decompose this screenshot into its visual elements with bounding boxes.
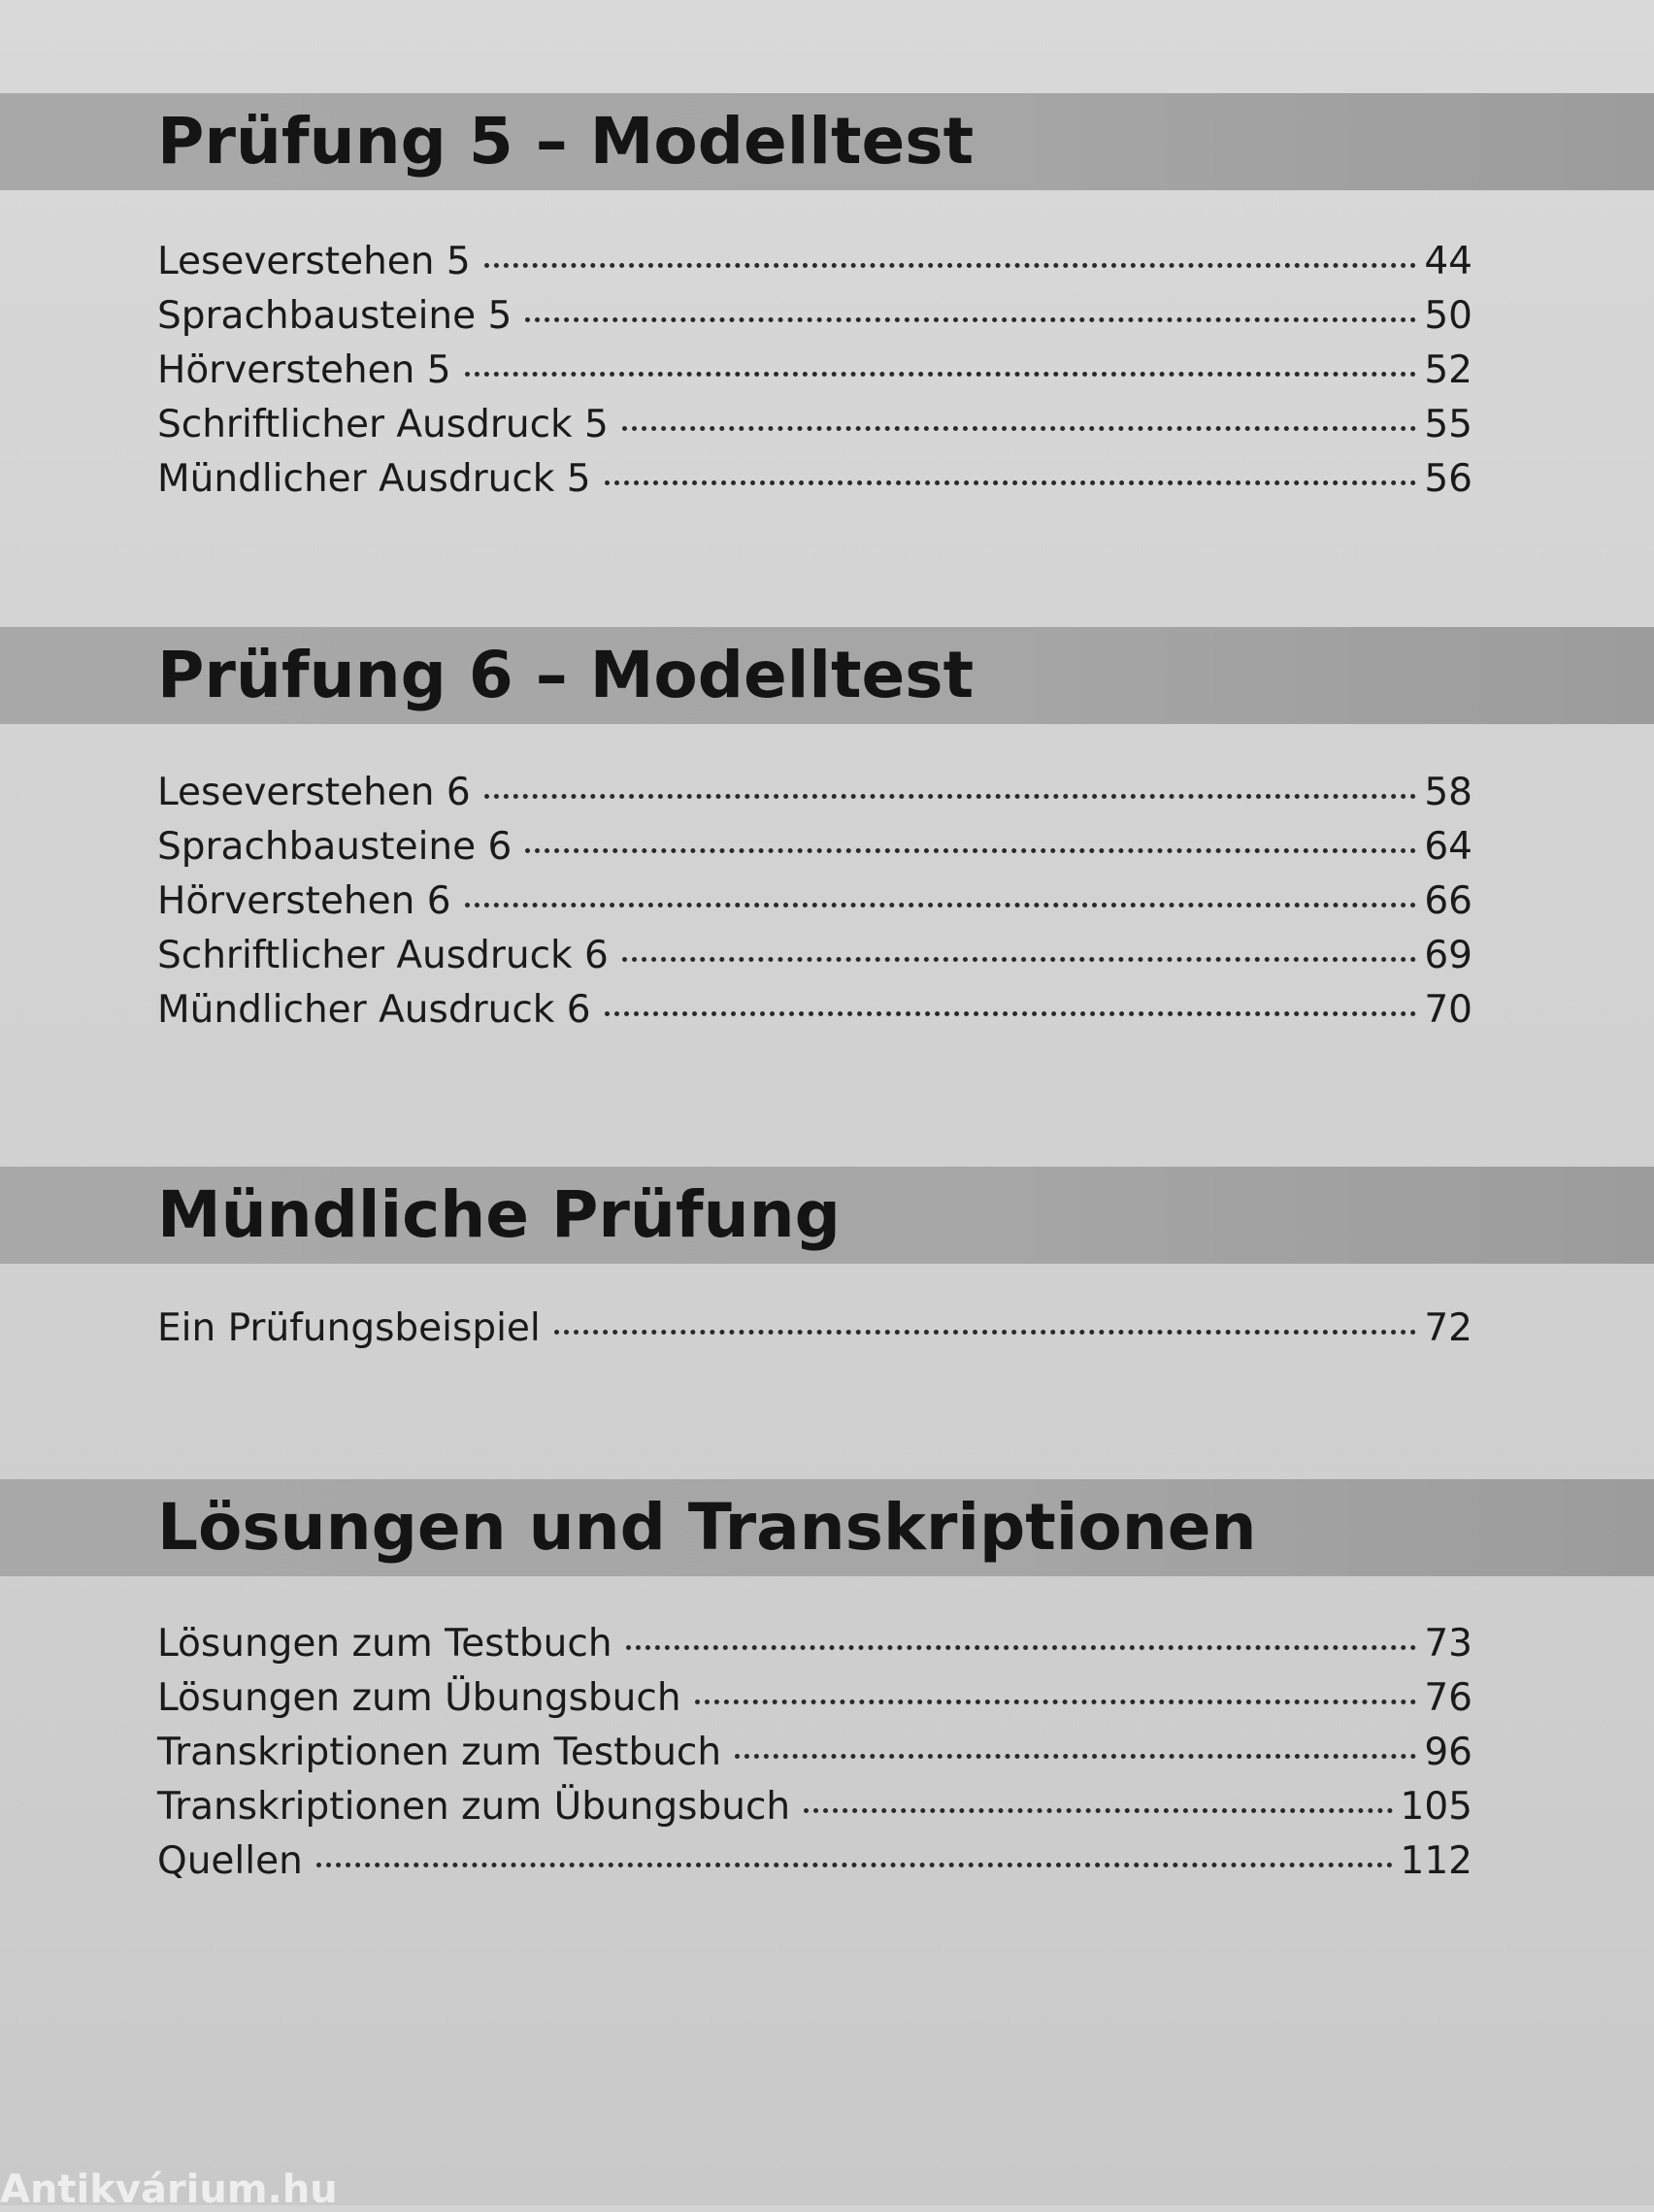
toc-entry	[157, 1671, 1472, 1726]
toc-entry-page: 56	[1424, 457, 1472, 501]
toc-entry-title: Leseverstehen 5	[157, 240, 471, 283]
toc-entry	[157, 344, 1472, 398]
toc-entry-page: 72	[1424, 1306, 1472, 1350]
dot-leader	[465, 903, 1417, 908]
toc-entry-title: Lösungen zum Testbuch	[157, 1622, 612, 1666]
dot-leader	[605, 480, 1417, 485]
toc-entry	[157, 766, 1472, 820]
dot-leader	[804, 1808, 1392, 1813]
toc-entry-title: Hörverstehen 6	[157, 879, 451, 923]
toc-entry	[157, 1834, 1472, 1889]
toc-list	[157, 235, 1472, 507]
dot-leader	[525, 848, 1416, 853]
section-heading: Lösungen und Transkriptionen	[157, 1490, 1257, 1565]
toc-entry	[157, 398, 1472, 452]
toc-entry	[157, 1780, 1472, 1834]
toc-entry-page: 73	[1424, 1622, 1472, 1666]
dot-leader	[735, 1754, 1416, 1759]
dot-leader	[695, 1700, 1417, 1704]
toc-entry	[157, 983, 1472, 1038]
dot-leader	[554, 1330, 1417, 1335]
toc-list	[157, 766, 1472, 1038]
toc-entry-title: Mündlicher Ausdruck 6	[157, 988, 591, 1032]
toc-entry-page: 69	[1424, 934, 1472, 977]
toc-entry-title: Sprachbausteine 5	[157, 294, 513, 338]
toc-entry-page: 50	[1424, 294, 1472, 338]
toc-entry-page: 58	[1424, 771, 1472, 814]
toc-entry-page: 64	[1424, 825, 1472, 869]
toc-entry	[157, 235, 1472, 289]
dot-leader	[465, 372, 1417, 377]
dot-leader	[622, 426, 1417, 431]
toc-entry-title: Schriftlicher Ausdruck 5	[157, 403, 609, 446]
toc-entry	[157, 1617, 1472, 1671]
toc-entry-title: Transkriptionen zum Übungsbuch	[157, 1785, 791, 1829]
section-heading: Prüfung 5 – Modelltest	[157, 104, 975, 179]
section-heading: Prüfung 6 – Modelltest	[157, 638, 975, 712]
section-heading: Mündliche Prüfung	[157, 1177, 841, 1252]
dot-leader	[484, 263, 1417, 268]
dot-leader	[626, 1645, 1417, 1650]
toc-entry	[157, 1726, 1472, 1780]
toc-entry	[157, 289, 1472, 344]
toc-entry-page: 66	[1424, 879, 1472, 923]
toc-entry	[157, 452, 1472, 507]
toc-entry-page: 52	[1424, 348, 1472, 392]
dot-leader	[622, 957, 1417, 962]
toc-entry-page: 105	[1400, 1785, 1472, 1829]
toc-list	[157, 1617, 1472, 1889]
toc-entry	[157, 875, 1472, 929]
toc-entry-title: Quellen	[157, 1839, 303, 1883]
toc-entry-title: Sprachbausteine 6	[157, 825, 513, 869]
toc-entry-page: 96	[1424, 1731, 1472, 1774]
dot-leader	[484, 794, 1417, 799]
toc-entry-title: Transkriptionen zum Testbuch	[157, 1731, 722, 1774]
dot-leader	[525, 317, 1416, 322]
toc-entry-page: 44	[1424, 240, 1472, 283]
toc-entry-page: 55	[1424, 403, 1472, 446]
toc-entry-title: Schriftlicher Ausdruck 6	[157, 934, 609, 977]
toc-list	[157, 1302, 1472, 1356]
toc-entry-title: Leseverstehen 6	[157, 771, 471, 814]
dot-leader	[605, 1011, 1417, 1016]
toc-entry	[157, 1302, 1472, 1356]
toc-entry-title: Mündlicher Ausdruck 5	[157, 457, 591, 501]
toc-entry-page: 70	[1424, 988, 1472, 1032]
toc-entry	[157, 820, 1472, 875]
toc-entry-title: Lösungen zum Übungsbuch	[157, 1676, 681, 1720]
toc-entry-title: Ein Prüfungsbeispiel	[157, 1306, 541, 1350]
toc-entry-page: 76	[1424, 1676, 1472, 1720]
toc-entry-page: 112	[1400, 1839, 1472, 1883]
dot-leader	[316, 1863, 1393, 1867]
toc-entry-title: Hörverstehen 5	[157, 348, 451, 392]
toc-entry	[157, 929, 1472, 983]
watermark-text: Antikvárium.hu	[0, 2167, 338, 2212]
